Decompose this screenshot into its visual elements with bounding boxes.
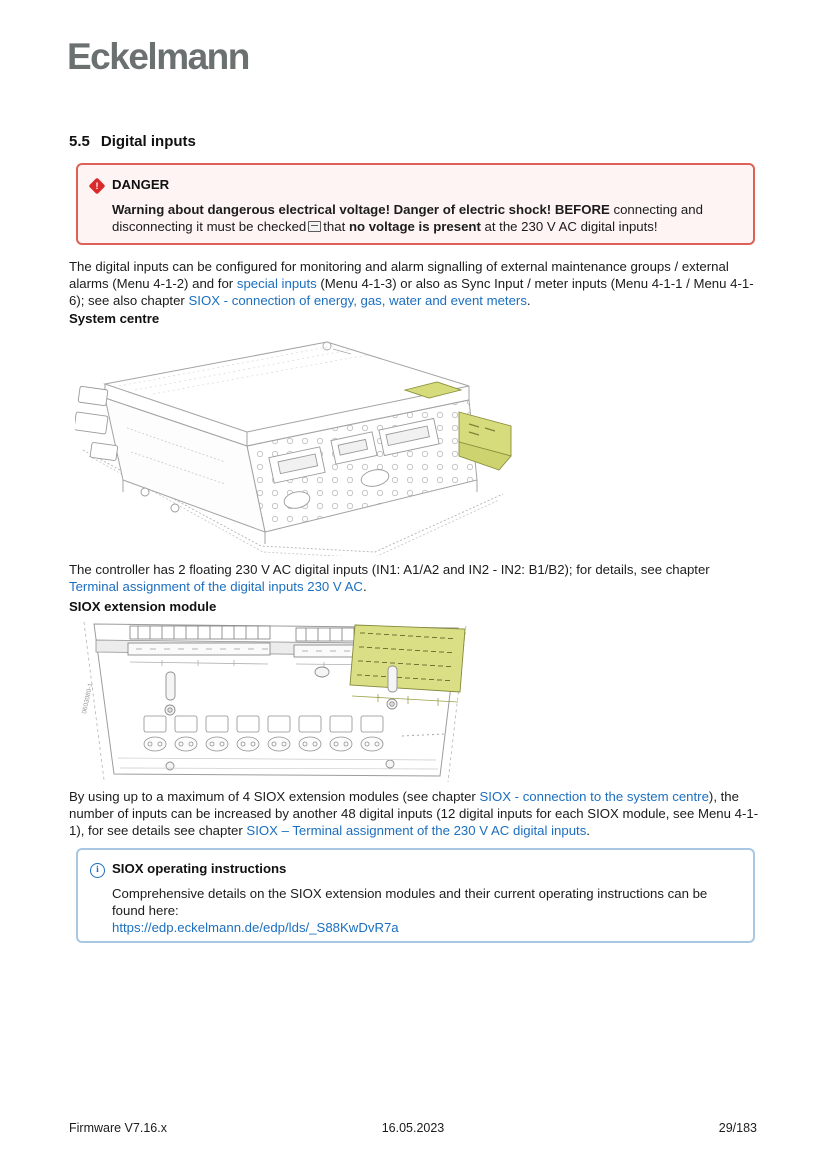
doc-link[interactable]: Terminal assignment of the digital inputs 230 V AC: [69, 579, 363, 594]
bold-text: Warning about dangerous electrical voltage! Danger of electric shock! BEFORE: [112, 202, 610, 217]
bold-text: no voltage is present: [348, 219, 481, 234]
info-icon: i: [90, 863, 105, 878]
danger-title: DANGER: [112, 177, 170, 192]
info-admonition: [76, 848, 755, 943]
danger-admonition: [76, 163, 755, 245]
system-centre-drawing: [75, 332, 515, 556]
company-logo: Eckelmann: [67, 36, 249, 77]
doc-link[interactable]: SIOX - connection of energy, gas, water and event meters: [188, 293, 527, 308]
heading-system-centre: System centre: [69, 311, 160, 326]
siox-instructions-link[interactable]: https://edp.eckelmann.de/edp/lds/_S88KwDvR7a: [112, 920, 399, 935]
danger-text: Warning about dangerous electrical voltage! Danger of electric shock! BEFORE connecting and disconnecting it must be checked that no voltage is present at the 230 V AC digital inputs!: [112, 202, 703, 234]
danger-icon: [89, 178, 106, 195]
info-title: SIOX operating instructions: [112, 861, 287, 876]
paragraph-siox-expansion: By using up to a maximum of 4 SIOX extension modules (see chapter SIOX - connection to the system centre), the number of inputs can be increased by another 48 digital inputs (12 digital inputs for each SIOX module, see Menu 4-1-1), for see details see chapter SIOX – Terminal assignment of the 230 V AC digital inputs.: [69, 789, 759, 838]
doc-link[interactable]: SIOX - connection to the system centre: [479, 789, 709, 804]
info-icon-column: [87, 861, 112, 878]
section-number: 5.5: [69, 133, 90, 150]
system-centre-illustration: [75, 332, 515, 561]
paragraph-controller-inputs: The controller has 2 floating 230 V AC digital inputs (IN1: A1/A2 and IN2 - IN2: B1/B2); for details, see chapter Terminal assignment of the digital inputs 230 V AC.: [69, 562, 710, 594]
footer-date: 16.05.2023: [381, 1121, 445, 1135]
voltage-tester-icon: [308, 221, 321, 232]
siox-part-number-label: 0603080-1: [81, 682, 95, 715]
doc-link[interactable]: SIOX – Terminal assignment of the 230 V AC digital inputs: [246, 823, 587, 838]
footer-firmware-version: Firmware V7.16.x: [69, 1121, 167, 1135]
page-footer: [69, 1121, 757, 1135]
danger-icon-column: [87, 177, 112, 192]
siox-module-illustration: [72, 616, 472, 789]
section-heading: [69, 133, 196, 150]
exclamation-mark: !: [95, 181, 99, 191]
section-title: Digital inputs: [100, 133, 196, 150]
info-body-text: Comprehensive details on the SIOX extension modules and their current operating instructions can be found here:: [112, 886, 708, 918]
heading-siox-module: SIOX extension module: [69, 599, 217, 614]
info-text: [112, 885, 739, 936]
siox-module-drawing: [72, 616, 472, 784]
paragraph-digital-inputs: The digital inputs can be configured for monitoring and alarm signalling of external maintenance groups / external alarms (Menu 4-1-2) and for special inputs (Menu 4-1-3) or also as Sync Input / meter inputs (Menu 4-1-1 / Menu 4-1-6); see also chapter SIOX - connection of energy, gas, water and event meters.: [69, 259, 754, 308]
footer-page-number: 29/183: [718, 1121, 757, 1135]
doc-link[interactable]: special inputs: [236, 276, 317, 291]
